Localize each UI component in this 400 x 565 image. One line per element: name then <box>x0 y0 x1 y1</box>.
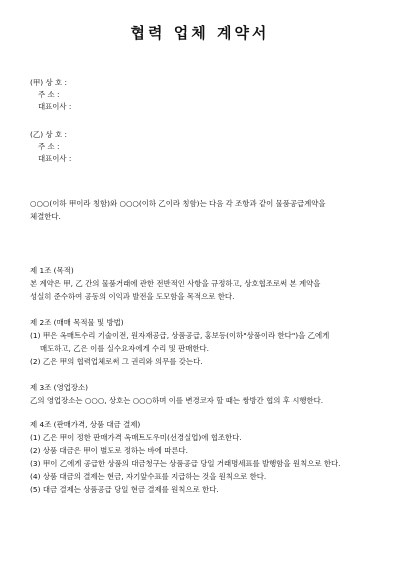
party-a-row <box>30 101 88 113</box>
article-line: 본 계약은 甲, 乙 간의 물품거래에 관한 전반적인 사항을 규정하고, 상호협조로써 본 계약을 <box>30 279 321 288</box>
intro-paragraph <box>30 197 375 223</box>
article-3 <box>30 381 375 407</box>
field-label: (甲) 상 호 : <box>30 78 67 87</box>
field-label: (乙) 상 호 : <box>30 130 67 139</box>
article-line: 乙의 영업장소는 ○○○, 상호는 ○○○하며 이를 변경코자 할 때는 쌍방간 협의 후 시행한다. <box>30 396 324 405</box>
field-label: 대표이사 : <box>38 102 72 111</box>
intro-line: 체결한다. <box>30 212 61 221</box>
article-heading: 제 4조 (판매가격, 상품 대금 결제) <box>30 420 141 429</box>
article-1 <box>30 264 375 303</box>
article-line: (2) 乙은 甲의 협력업체로써 그 권리와 의무를 갖는다. <box>30 357 203 366</box>
field-label: 주 소 : <box>38 90 60 99</box>
article-line: (4) 상품 대금의 결제는 현금, 자기앞수표를 지급하는 것을 원칙으로 한다. <box>30 472 267 481</box>
document-title: 협력 업체 계약서 <box>130 24 270 42</box>
article-line: (2) 상품 대금은 甲이 별도로 정하는 바에 따른다. <box>30 446 189 455</box>
party-b-row <box>30 141 88 153</box>
article-2 <box>30 316 375 368</box>
article-heading: 제 3조 (영업장소) <box>30 383 89 392</box>
party-b-row <box>30 129 88 141</box>
party-a-row <box>30 77 88 89</box>
party-b-block <box>30 129 88 165</box>
article-heading: 제 2조 (매매 목적물 및 방법) <box>30 318 124 327</box>
article-line: 매도하고, 乙은 이를 실수요자에게 수리 및 판매한다. <box>40 344 209 353</box>
article-line: (1) 乙은 甲이 정한 판매가격 옥매트도우미(선경실업)에 협조한다. <box>30 433 242 442</box>
field-label: 주 소 : <box>38 142 60 151</box>
field-label: 대표이사 : <box>38 154 72 163</box>
party-b-row <box>30 153 88 165</box>
article-line: (3) 甲이 乙에게 공급한 상품의 대금청구는 상품공급 당일 거래명세표를 발행함을 원칙으로 한다. <box>30 459 341 468</box>
intro-line: ○○○(이하 甲이라 칭함)와 ○○○(이하 乙이라 칭함)는 다음 각 조항과 같이 물품공급계약을 <box>30 199 326 208</box>
article-4 <box>30 418 375 496</box>
party-a-row <box>30 89 88 101</box>
article-line: (1) 甲은 옥매트수리 기술이전, 원자재공급, 상품공급, 홍보등(이하"상품이라 한다")을 乙에게 <box>30 331 330 340</box>
article-line: 성실히 준수하여 공동의 이익과 발전을 도모함을 목적으로 한다. <box>30 292 235 301</box>
article-line: (5) 대금 결제는 상품공급 당일 현금 결제를 원칙으로 한다. <box>30 485 219 494</box>
article-heading: 제 1조 (목적) <box>30 266 74 275</box>
party-a-block <box>30 77 88 113</box>
